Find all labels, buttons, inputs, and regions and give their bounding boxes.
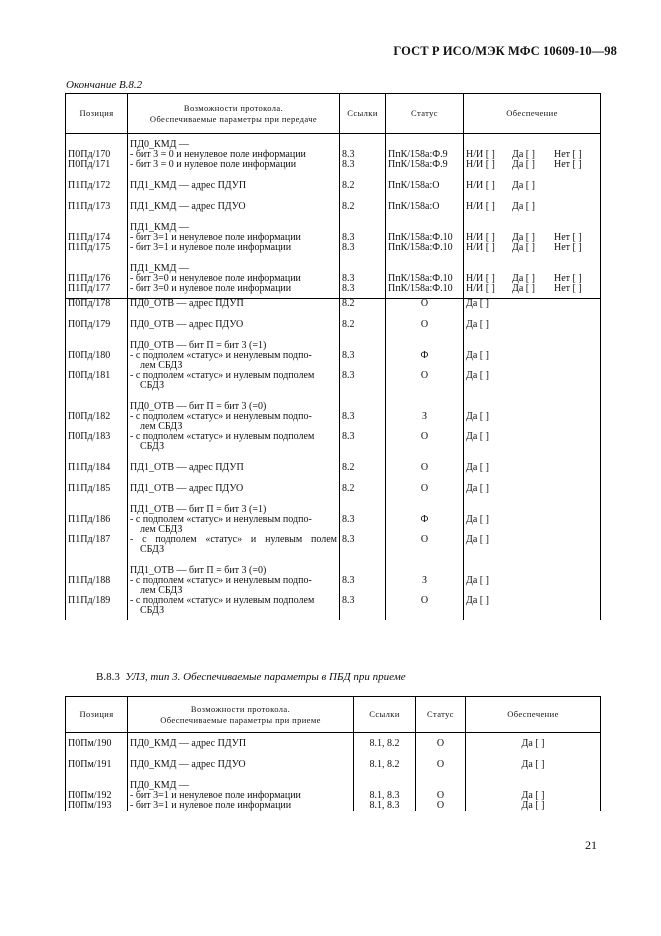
support-options: Н/И [ ] Да [ ] Нет [ ] — [464, 274, 601, 284]
table-row: П0Пд/182 - с подполем «статус» и ненулевым подпо- 8.3 З Да [ ] — [66, 412, 601, 422]
support-options: Н/И [ ] Да [ ] Нет [ ] — [464, 160, 601, 170]
header-position: Позиция — [66, 697, 128, 733]
support-options: Н/И [ ] Да [ ] Нет [ ] — [464, 150, 601, 160]
transmit-parameters-table — [65, 93, 601, 620]
support-options: Н/И [ ] Да [ ] Нет [ ] — [464, 284, 601, 294]
table-row: СБДЗ — [66, 606, 601, 616]
table-continuation-caption: Окончание В.8.2 — [66, 79, 143, 91]
group-heading: ПД1_ОТВ — бит П = бит 3 (=1) — [128, 505, 340, 515]
table-row: П1Пд/175 - бит 3=1 и нулевое поле информации 8.3 ПпК/158а:Ф.10 Н/И [ ] Да [ ] Нет [ ] — [66, 243, 601, 253]
header-status: Статус — [416, 697, 466, 733]
group-heading: ПД1_ОТВ — бит П = бит 3 (=0) — [128, 566, 340, 576]
header-position: Позиция — [66, 94, 128, 134]
table-row: П0Пд/183 - с подполем «статус» и нулевым подполем 8.3 О Да [ ] — [66, 432, 601, 442]
group-heading: ПД0_КМД — — [128, 140, 340, 150]
table-row: П0Пм/190 ПД0_КМД — адрес ПДУП 8.1, 8.2 О Да [ ] — [66, 739, 601, 749]
table-row: П0Пд/178 ПД0_ОТВ — адрес ПДУП 8.2 О Да [ ] — [66, 299, 601, 310]
header-refs: Ссылки — [340, 94, 386, 134]
section-caption: В.8.3 УЛЗ, тип 3. Обеспечиваемые параметры в ПБД при приеме — [96, 671, 406, 683]
table-row: СБДЗ — [66, 381, 601, 391]
header-support: Обеспечение — [466, 697, 601, 733]
table-row: СБДЗ — [66, 442, 601, 452]
table-row: лем СБДЗ — [66, 586, 601, 596]
group-heading: ПД0_ОТВ — бит П = бит 3 (=1) — [128, 341, 340, 351]
support-options: Н/И [ ] Да [ ] Нет [ ] — [464, 233, 601, 243]
table-row: СБДЗ — [66, 545, 601, 555]
group-heading: ПД1_КМД — — [128, 223, 340, 233]
support-options: Н/И [ ] Да [ ] Нет [ ] — [464, 243, 601, 253]
group-heading: ПД0_КМД — — [128, 781, 354, 791]
table-row: лем СБДЗ — [66, 525, 601, 535]
table-row: П1Пд/177 - бит 3=0 и нулевое поле информации 8.3 ПпК/158а:Ф.10 Н/И [ ] Да [ ] Нет [ ] — [66, 284, 601, 294]
header-status: Статус — [386, 94, 464, 134]
header-capabilities: Возможности протокола. Обеспечиваемые параметры при приеме — [128, 697, 354, 733]
table-row: лем СБДЗ — [66, 361, 601, 371]
table-row: П0Пм/191 ПД0_КМД — адрес ПДУО 8.1, 8.2 О Да [ ] — [66, 760, 601, 770]
table-row: П0Пд/171 - бит 3 = 0 и нулевое поле информации 8.3 ПпК/158а:Ф.9 Н/И [ ] Да [ ] Нет [ ] — [66, 160, 601, 170]
header-support: Обеспечение — [464, 94, 601, 134]
header-refs: Ссылки — [354, 697, 416, 733]
table-row: П0Пд/170 - бит 3 = 0 и ненулевое поле информации 8.3 ПпК/158а:Ф.9 Н/И [ ] Да [ ] Нет [ ] — [66, 150, 601, 160]
group-heading: ПД1_КМД — — [128, 264, 340, 274]
table-row: лем СБДЗ — [66, 422, 601, 432]
table-row: П0Пд/179 ПД0_ОТВ — адрес ПДУО 8.2 О Да [ ] — [66, 320, 601, 330]
table-row: П0Пд/180 - с подполем «статус» и ненулевым подпо- 8.3 Ф Да [ ] — [66, 351, 601, 361]
table-row: П1Пд/184 ПД1_ОТВ — адрес ПДУП 8.2 О Да [ ] — [66, 463, 601, 473]
page-number: 21 — [585, 838, 597, 852]
table-row: П1Пд/187 - с подполем «статус» и нулевым полем 8.3 О Да [ ] — [66, 535, 601, 545]
table-row: П1Пд/185 ПД1_ОТВ — адрес ПДУО 8.2 О Да [ ] — [66, 484, 601, 494]
table-row: П0Пм/193 - бит 3=1 и нулевое поле информации 8.1, 8.3 О Да [ ] — [66, 801, 601, 811]
table-row: П1Пд/188 - с подполем «статус» и ненулевым подпо- 8.3 З Да [ ] — [66, 576, 601, 586]
group-heading: ПД0_ОТВ — бит П = бит 3 (=0) — [128, 402, 340, 412]
support-options: Н/И [ ] Да [ ] — [464, 202, 601, 212]
table-row: П1Пд/186 - с подполем «статус» и ненулевым подпо- 8.3 Ф Да [ ] — [66, 515, 601, 525]
table-row: П1Пд/189 - с подполем «статус» и нулевым подполем 8.3 О Да [ ] — [66, 596, 601, 606]
receive-parameters-table — [65, 696, 601, 811]
table-row: П0Пд/181 - с подполем «статус» и нулевым подполем 8.3 О Да [ ] — [66, 371, 601, 381]
header-capabilities: Возможности протокола. Обеспечиваемые параметры при передаче — [128, 94, 340, 134]
table-row: П1Пд/176 - бит 3=0 и ненулевое поле информации 8.3 ПпК/158а:Ф.10 Н/И [ ] Да [ ] Нет [ ] — [66, 274, 601, 284]
support-options: Н/И [ ] Да [ ] — [464, 181, 601, 191]
table-row: П1Пд/174 - бит 3=1 и ненулевое поле информации 8.3 ПпК/158а:Ф.10 Н/И [ ] Да [ ] Нет [ ] — [66, 233, 601, 243]
table-row: П0Пм/192 - бит 3=1 и ненулевое поле информации 8.1, 8.3 О Да [ ] — [66, 791, 601, 801]
table-row: П1Пд/172 ПД1_КМД — адрес ПДУП 8.2 ПпК/158а:О Н/И [ ] Да [ ] — [66, 181, 601, 191]
document-title: ГОСТ Р ИСО/МЭК МФС 10609-10—98 — [393, 44, 617, 58]
table-row: П1Пд/173 ПД1_КМД — адрес ПДУО 8.2 ПпК/158а:О Н/И [ ] Да [ ] — [66, 202, 601, 212]
